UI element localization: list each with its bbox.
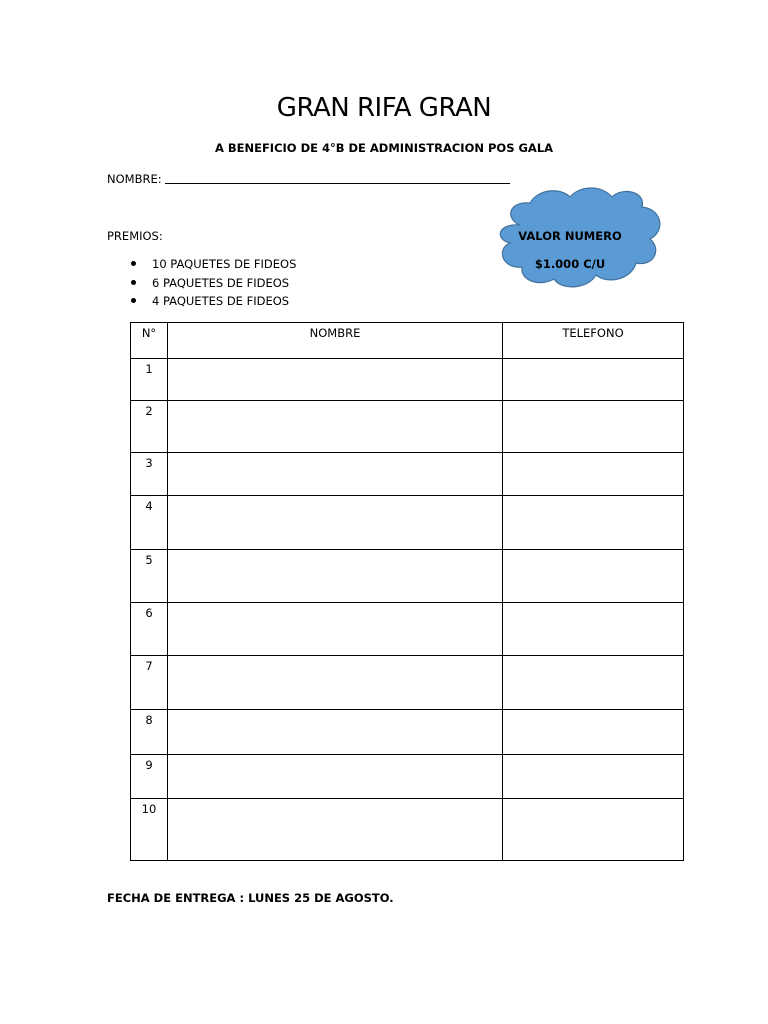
- row-nombre-cell[interactable]: [168, 496, 503, 550]
- row-number: 3: [131, 453, 168, 496]
- premios-label: PREMIOS:: [107, 229, 163, 243]
- row-number: 9: [131, 755, 168, 799]
- delivery-date: FECHA DE ENTREGA : LUNES 25 DE AGOSTO.: [107, 891, 394, 905]
- table-row: [131, 755, 684, 799]
- row-nombre-cell[interactable]: [168, 710, 503, 755]
- row-number: 4: [131, 496, 168, 550]
- row-telefono-cell[interactable]: [503, 656, 684, 710]
- table-row: [131, 401, 684, 453]
- row-number: 5: [131, 550, 168, 603]
- row-nombre-cell[interactable]: [168, 550, 503, 603]
- table-row: [131, 359, 684, 401]
- nombre-label: NOMBRE:: [107, 172, 162, 186]
- table-header-row: [131, 323, 684, 359]
- row-telefono-cell[interactable]: [503, 401, 684, 453]
- row-nombre-cell[interactable]: [168, 603, 503, 656]
- prize-list: [124, 257, 296, 313]
- prize-item: 10 PAQUETES DE FIDEOS: [124, 257, 296, 276]
- nombre-blank-line[interactable]: [165, 171, 510, 184]
- row-number: 2: [131, 401, 168, 453]
- row-number: 7: [131, 656, 168, 710]
- header-number: N°: [131, 323, 168, 359]
- row-telefono-cell[interactable]: [503, 710, 684, 755]
- row-telefono-cell[interactable]: [503, 603, 684, 656]
- header-telefono: TELEFONO: [503, 323, 684, 359]
- row-telefono-cell[interactable]: [503, 550, 684, 603]
- header-nombre: NOMBRE: [168, 323, 503, 359]
- row-telefono-cell[interactable]: [503, 755, 684, 799]
- table-row: [131, 453, 684, 496]
- prize-item: 6 PAQUETES DE FIDEOS: [124, 276, 296, 295]
- table-row: [131, 496, 684, 550]
- row-nombre-cell[interactable]: [168, 401, 503, 453]
- page-title: GRAN RIFA GRAN: [276, 93, 492, 123]
- row-telefono-cell[interactable]: [503, 496, 684, 550]
- price-cloud: [490, 183, 665, 298]
- row-telefono-cell[interactable]: [503, 359, 684, 401]
- table-row: [131, 710, 684, 755]
- nombre-field: [107, 171, 510, 186]
- raffle-table: [130, 322, 684, 861]
- row-number: 10: [131, 799, 168, 861]
- row-nombre-cell[interactable]: [168, 453, 503, 496]
- row-number: 8: [131, 710, 168, 755]
- cloud-text-valor: VALOR NUMERO: [518, 229, 622, 243]
- table-row: [131, 656, 684, 710]
- table-row: [131, 799, 684, 861]
- page-subtitle: A BENEFICIO DE 4°B DE ADMINISTRACION POS GALA: [214, 141, 554, 155]
- row-nombre-cell[interactable]: [168, 656, 503, 710]
- prize-item: 4 PAQUETES DE FIDEOS: [124, 294, 296, 313]
- row-telefono-cell[interactable]: [503, 453, 684, 496]
- row-nombre-cell[interactable]: [168, 359, 503, 401]
- cloud-text-price: $1.000 C/U: [534, 257, 606, 271]
- row-number: 1: [131, 359, 168, 401]
- table-row: [131, 550, 684, 603]
- row-nombre-cell[interactable]: [168, 799, 503, 861]
- row-nombre-cell[interactable]: [168, 755, 503, 799]
- row-number: 6: [131, 603, 168, 656]
- row-telefono-cell[interactable]: [503, 799, 684, 861]
- table-row: [131, 603, 684, 656]
